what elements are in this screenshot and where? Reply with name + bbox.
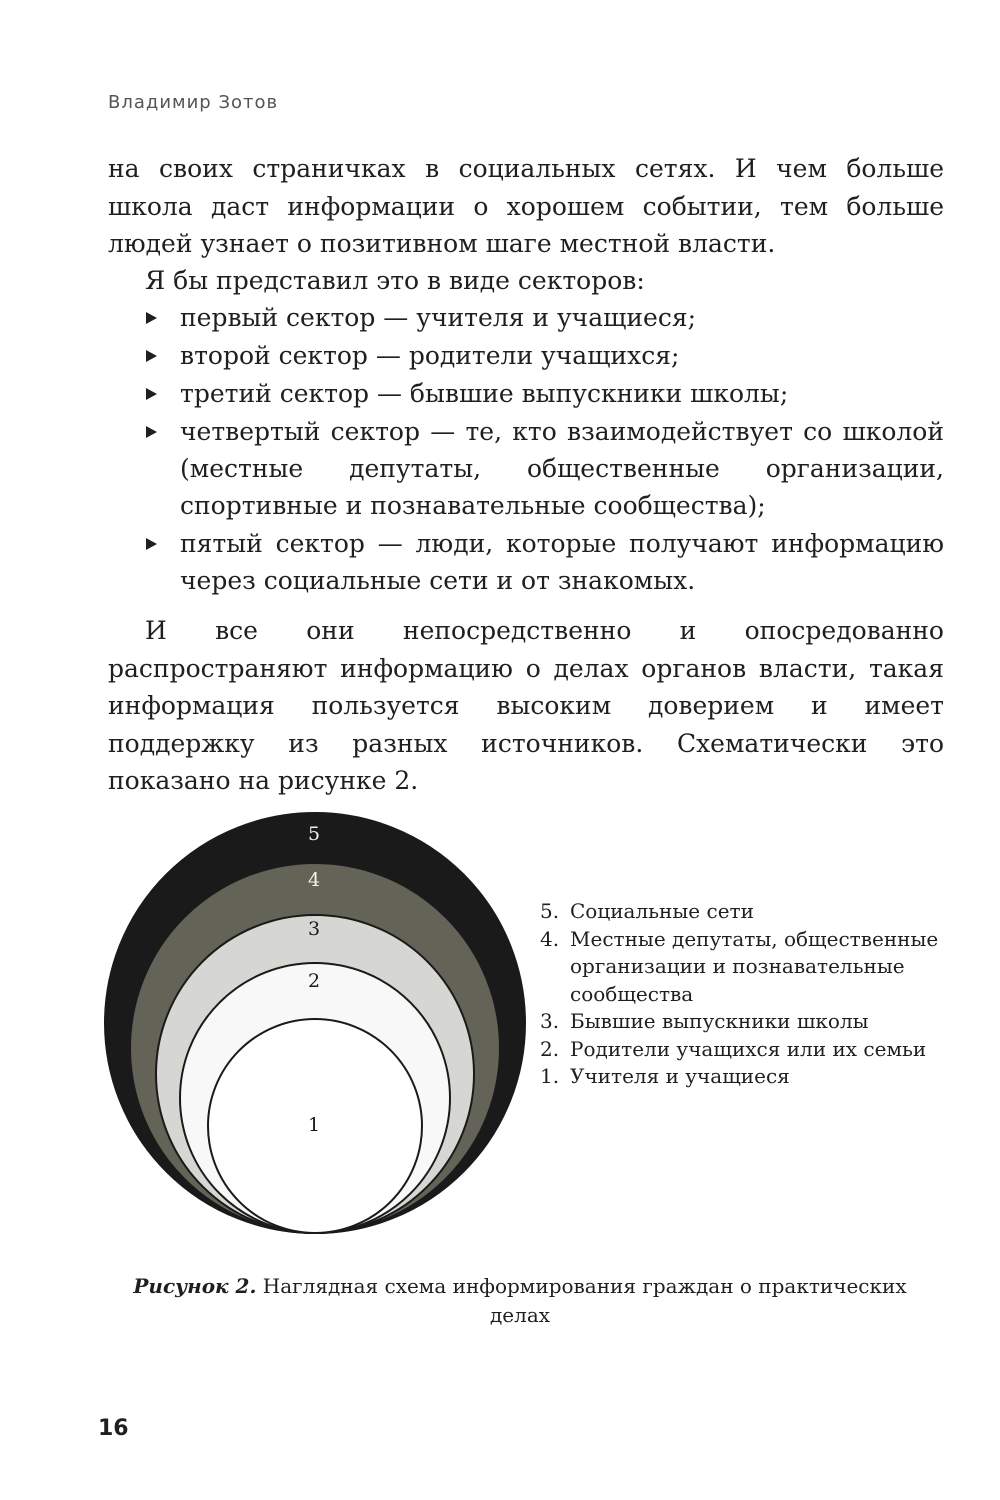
sector-item-text: пятый сектор — люди, которые получают информацию через социальные сети и от знакомых.: [180, 529, 944, 595]
sector-item: [108, 299, 944, 336]
paragraph-conclusion: И все они непосредственно и опосредованно распространяют информацию о делах органов власти, такая информация пользуется высоким доверием и имеет поддержку из разных источников. Схематически это показано на рисунке 2.: [108, 616, 944, 795]
figure-caption: [120, 1272, 920, 1330]
legend-item-text: Местные депутаты, общественные организации и познавательные сообщества: [570, 926, 939, 1006]
circle-label-5: 5: [307, 823, 321, 845]
legend-item: [540, 1008, 960, 1036]
legend-item-number: 2.: [540, 1036, 560, 1061]
legend-item-number: 1.: [540, 1064, 560, 1088]
legend-item: [540, 1036, 960, 1064]
circle-label-4: 4: [307, 869, 321, 891]
sector-item: [108, 413, 944, 524]
diagram-legend: [540, 898, 960, 1091]
circle-label-1: 1: [307, 1114, 321, 1136]
triangle-bullet-icon: [146, 538, 157, 550]
triangle-bullet-icon: [146, 350, 157, 362]
sector-item-text: первый сектор — учителя и учащиеся;: [180, 303, 697, 332]
legend-item: [540, 898, 960, 926]
paragraph-continued: на своих страничках в социальных сетях. И чем больше школа даст информации о хорошем событии, тем больше людей узнает о позитивном шаге местной власти.: [108, 154, 944, 258]
nested-circles-diagram: [100, 808, 530, 1238]
legend-item-text: Учителя и учащиеся: [570, 1064, 790, 1088]
triangle-bullet-icon: [146, 312, 157, 324]
triangle-bullet-icon: [146, 426, 157, 438]
legend-item-number: 3.: [540, 1009, 560, 1033]
running-header-author: Владимир Зотов: [108, 92, 279, 113]
legend-item-number: 4.: [540, 926, 560, 951]
sector-item: [108, 525, 944, 599]
sectors-list: [108, 299, 944, 599]
sector-item-text: второй сектор — родители учащихся;: [180, 341, 680, 370]
legend-item-text: Социальные сети: [570, 899, 754, 923]
page-number: 16: [98, 1416, 129, 1441]
circle-label-2: 2: [307, 970, 321, 992]
legend-item-text: Родители учащихся или их семьи: [570, 1036, 927, 1061]
triangle-bullet-icon: [146, 388, 157, 400]
legend-item: [540, 1063, 960, 1091]
sector-item: [108, 337, 944, 374]
sector-item-text: третий сектор — бывшие выпускники школы;: [180, 379, 789, 408]
figure-caption-text: Наглядная схема информирования граждан о практических делах: [262, 1274, 907, 1327]
legend-item-number: 5.: [540, 899, 560, 923]
circle-label-3: 3: [307, 918, 321, 940]
paragraph-sectors-intro: Я бы представил это в виде секторов:: [145, 266, 645, 295]
sector-item: [108, 375, 944, 412]
legend-item: [540, 926, 960, 1009]
figure-caption-label: Рисунок 2.: [133, 1274, 257, 1298]
legend-item-text: Бывшие выпускники школы: [570, 1009, 869, 1033]
sector-item-text: четвертый сектор — те, кто взаимодействует со школой (местные депутаты, общественные организации, спортивные и познавательные сообщества);: [180, 417, 944, 520]
